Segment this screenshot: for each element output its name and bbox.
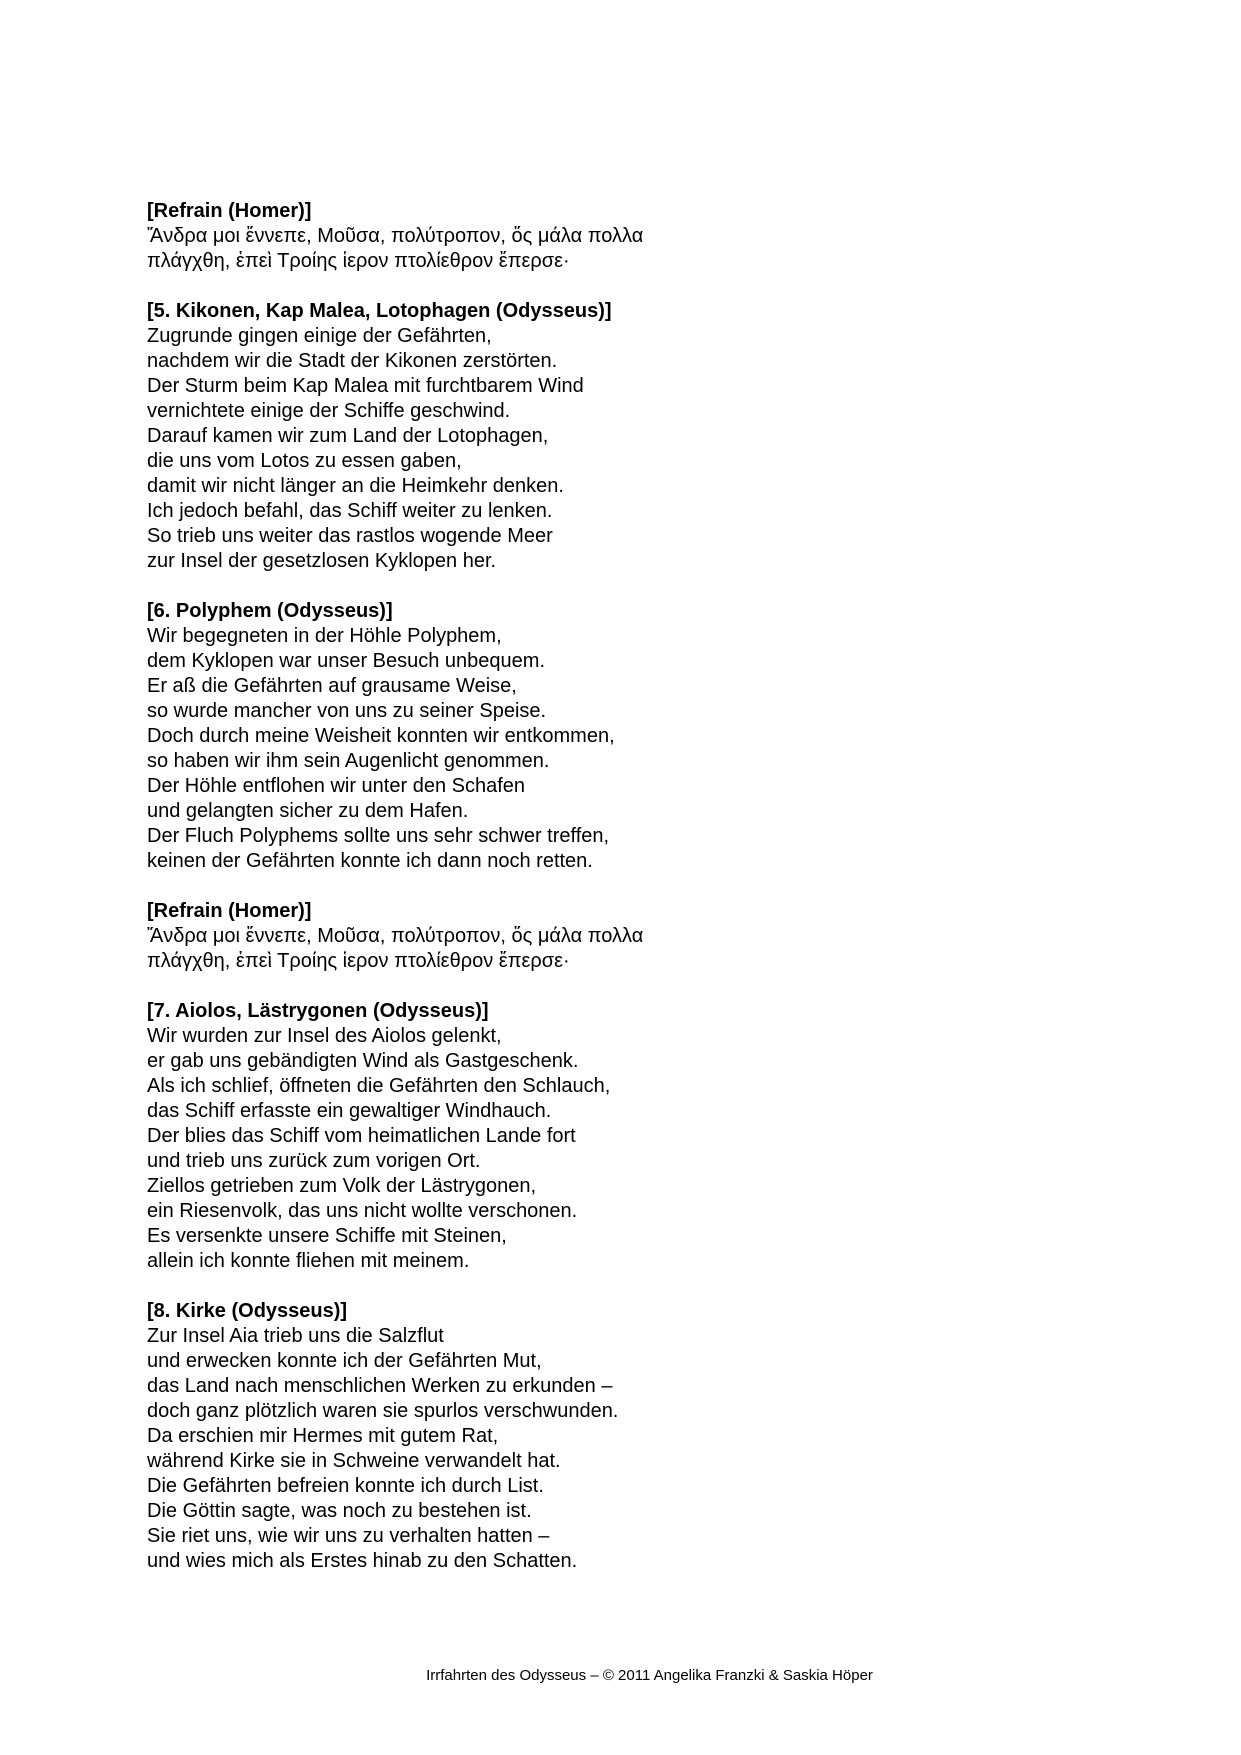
verse-line: Sie riet uns, wie wir uns zu verhalten hatten – — [147, 1525, 550, 1547]
verse-line: allein ich konnte fliehen mit meinem. — [147, 1250, 470, 1272]
verse-line: Die Göttin sagte, was noch zu bestehen ist. — [147, 1500, 532, 1522]
verse-line: Zur Insel Aia trieb uns die Salzflut — [147, 1325, 444, 1347]
verse-line: πλάγχθη, ἐπεὶ Τροίης ἱερον πτολίεθρον ἔπερσε· — [147, 250, 570, 272]
lyrics-body — [147, 199, 1107, 1599]
verse-line: Wir wurden zur Insel des Aiolos gelenkt, — [147, 1025, 502, 1047]
section-heading: [Refrain (Homer)] — [147, 900, 312, 922]
verse-line: πλάγχθη, ἐπεὶ Τροίης ἱερον πτολίεθρον ἔπερσε· — [147, 950, 570, 972]
verse-line: zur Insel der gesetzlosen Kyklopen her. — [147, 550, 497, 572]
verse-line: damit wir nicht länger an die Heimkehr denken. — [147, 475, 564, 497]
verse-line: Die Gefährten befreien konnte ich durch List. — [147, 1475, 544, 1497]
verse-line: Als ich schlief, öffneten die Gefährten den Schlauch, — [147, 1075, 611, 1097]
verse-line: Ἄνδρα μοι ἔννεπε, Μοῦσα, πολύτροπον, ὅς μάλα πολλα — [147, 225, 644, 247]
verse-line: Wir begegneten in der Höhle Polyphem, — [147, 625, 502, 647]
section-polyphem — [147, 599, 1107, 874]
verse-line: Der Fluch Polyphems sollte uns sehr schwer treffen, — [147, 825, 610, 847]
verse-line: Es versenkte unsere Schiffe mit Steinen, — [147, 1225, 507, 1247]
verse-line: so wurde mancher von uns zu seiner Speise. — [147, 700, 547, 722]
section-kikonen — [147, 299, 1107, 574]
verse-line: nachdem wir die Stadt der Kikonen zerstörten. — [147, 350, 558, 372]
verse-line: Der Höhle entflohen wir unter den Schafen — [147, 775, 526, 797]
verse-line: er gab uns gebändigten Wind als Gastgeschenk. — [147, 1050, 579, 1072]
verse-line: die uns vom Lotos zu essen gaben, — [147, 450, 462, 472]
verse-line: und wies mich als Erstes hinab zu den Schatten. — [147, 1550, 578, 1572]
verse-line: Darauf kamen wir zum Land der Lotophagen, — [147, 425, 549, 447]
section-heading: [5. Kikonen, Kap Malea, Lotophagen (Odysseus)] — [147, 300, 612, 322]
verse-line: Doch durch meine Weisheit konnten wir entkommen, — [147, 725, 615, 747]
verse-line: und erwecken konnte ich der Gefährten Mut, — [147, 1350, 542, 1372]
verse-line: vernichtete einige der Schiffe geschwind. — [147, 400, 511, 422]
section-refrain-2 — [147, 899, 1107, 974]
verse-line: das Land nach menschlichen Werken zu erkunden – — [147, 1375, 613, 1397]
section-refrain-1 — [147, 199, 1107, 274]
verse-line: Der blies das Schiff vom heimatlichen Lande fort — [147, 1125, 576, 1147]
verse-line: so haben wir ihm sein Augenlicht genommen. — [147, 750, 550, 772]
verse-line: und gelangten sicher zu dem Hafen. — [147, 800, 469, 822]
verse-line: Ich jedoch befahl, das Schiff weiter zu lenken. — [147, 500, 553, 522]
verse-line: So trieb uns weiter das rastlos wogende Meer — [147, 525, 553, 547]
section-heading: [Refrain (Homer)] — [147, 200, 312, 222]
verse-line: doch ganz plötzlich waren sie spurlos verschwunden. — [147, 1400, 619, 1422]
verse-line: während Kirke sie in Schweine verwandelt hat. — [147, 1450, 561, 1472]
verse-line: und trieb uns zurück zum vorigen Ort. — [147, 1150, 481, 1172]
page-footer: Irrfahrten des Odysseus – © 2011 Angelika Franzki & Saskia Höper — [426, 1667, 873, 1684]
verse-line: das Schiff erfasste ein gewaltiger Windhauch. — [147, 1100, 552, 1122]
verse-line: Ziellos getrieben zum Volk der Lästrygonen, — [147, 1175, 537, 1197]
verse-line: Der Sturm beim Kap Malea mit furchtbarem Wind — [147, 375, 584, 397]
verse-line: Zugrunde gingen einige der Gefährten, — [147, 325, 492, 347]
verse-line: Da erschien mir Hermes mit gutem Rat, — [147, 1425, 499, 1447]
section-kirke — [147, 1299, 1107, 1574]
verse-line: dem Kyklopen war unser Besuch unbequem. — [147, 650, 546, 672]
section-heading: [7. Aiolos, Lästrygonen (Odysseus)] — [147, 1000, 489, 1022]
section-heading: [8. Kirke (Odysseus)] — [147, 1300, 348, 1322]
section-heading: [6. Polyphem (Odysseus)] — [147, 600, 393, 622]
verse-line: Er aß die Gefährten auf grausame Weise, — [147, 675, 517, 697]
verse-line: keinen der Gefährten konnte ich dann noch retten. — [147, 850, 593, 872]
verse-line: Ἄνδρα μοι ἔννεπε, Μοῦσα, πολύτροπον, ὅς μάλα πολλα — [147, 925, 644, 947]
section-aiolos — [147, 999, 1107, 1274]
verse-line: ein Riesenvolk, das uns nicht wollte verschonen. — [147, 1200, 578, 1222]
